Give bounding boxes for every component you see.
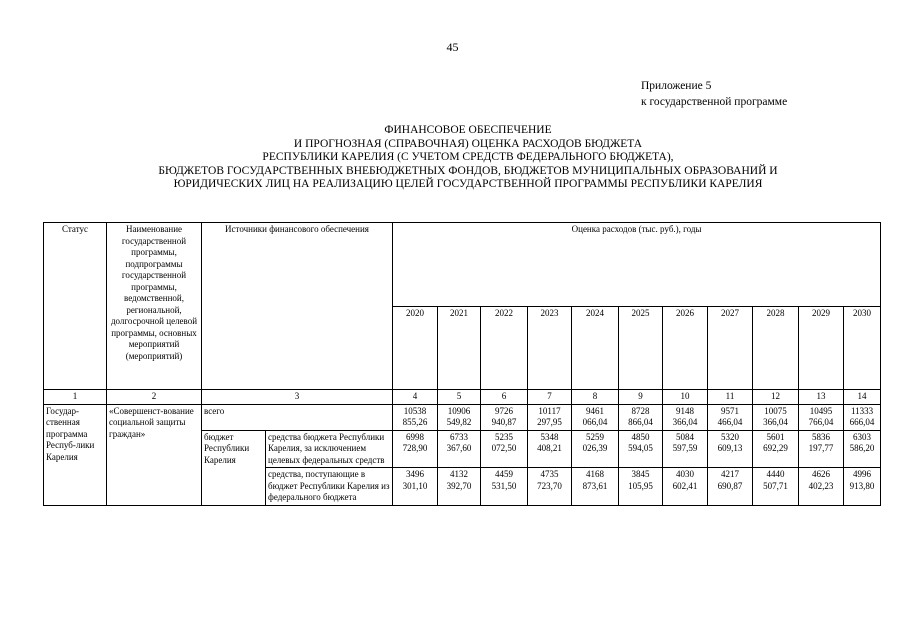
column-number: 13 xyxy=(799,390,844,405)
value-cell: 5348 408,21 xyxy=(528,430,572,468)
financing-table xyxy=(43,222,881,506)
column-number: 2 xyxy=(107,390,202,405)
header-status: Статус xyxy=(44,223,107,390)
value-cell: 4217 690,87 xyxy=(708,468,753,506)
appendix-line-1: Приложение 5 xyxy=(641,80,712,92)
value-cell: 3496 301,10 xyxy=(393,468,438,506)
value-cell: 9461 066,04 xyxy=(572,404,619,430)
year-header: 2023 xyxy=(528,306,572,390)
value-cell: 5235 072,50 xyxy=(481,430,528,468)
year-header: 2027 xyxy=(708,306,753,390)
year-header: 2025 xyxy=(619,306,663,390)
value-cell: 4132 392,70 xyxy=(438,468,481,506)
header-sources: Источники финансового обеспечения xyxy=(202,223,393,390)
column-number: 9 xyxy=(619,390,663,405)
value-cell: 4168 873,61 xyxy=(572,468,619,506)
column-number: 12 xyxy=(753,390,799,405)
value-cell: 6733 367,60 xyxy=(438,430,481,468)
appendix-caption xyxy=(641,78,787,110)
source-group-cell: бюджет Республики Карелия xyxy=(202,430,266,505)
value-cell: 8728 866,04 xyxy=(619,404,663,430)
title-line: ЮРИДИЧЕСКИХ ЛИЦ НА РЕАЛИЗАЦИЮ ЦЕЛЕЙ ГОСУДАРСТВЕННОЙ ПРОГРАММЫ РЕСПУБЛИКИ КАРЕЛИЯ xyxy=(173,178,763,190)
value-cell: 5836 197,77 xyxy=(799,430,844,468)
year-header: 2024 xyxy=(572,306,619,390)
value-cell: 4996 913,80 xyxy=(844,468,881,506)
value-cell: 6303 586,20 xyxy=(844,430,881,468)
document-title xyxy=(43,124,893,192)
page-number: 45 xyxy=(446,40,459,54)
value-cell: 4459 531,50 xyxy=(481,468,528,506)
year-header: 2028 xyxy=(753,306,799,390)
source-total: всего xyxy=(202,404,393,430)
value-cell: 10538 855,26 xyxy=(393,404,438,430)
column-number: 14 xyxy=(844,390,881,405)
column-number: 5 xyxy=(438,390,481,405)
value-cell: 10117 297,95 xyxy=(528,404,572,430)
column-number: 10 xyxy=(663,390,708,405)
value-cell: 5259 026,39 xyxy=(572,430,619,468)
value-cell: 11333 666,04 xyxy=(844,404,881,430)
source-cell: средства, поступающие в бюджет Республики Карелия из федерального бюджета xyxy=(266,468,393,506)
value-cell: 9571 466,04 xyxy=(708,404,753,430)
column-number-row xyxy=(44,390,881,405)
title-line: ФИНАНСОВОЕ ОБЕСПЕЧЕНИЕ xyxy=(384,124,552,136)
value-cell: 4626 402,23 xyxy=(799,468,844,506)
table-row-total xyxy=(44,404,881,430)
program-name-cell: «Совершенст-вование социальной защиты граждан» xyxy=(107,404,202,505)
header-estimate: Оценка расходов (тыс. руб.), годы xyxy=(393,223,881,307)
status-cell: Государ-ственная программа Респуб-лики Карелия xyxy=(44,404,107,505)
title-line: РЕСПУБЛИКИ КАРЕЛИЯ (С УЧЕТОМ СРЕДСТВ ФЕДЕРАЛЬНОГО БЮДЖЕТА), xyxy=(262,151,674,163)
value-cell: 10075 366,04 xyxy=(753,404,799,430)
value-cell: 4440 507,71 xyxy=(753,468,799,506)
value-cell: 6998 728,90 xyxy=(393,430,438,468)
column-number: 6 xyxy=(481,390,528,405)
value-cell: 4735 723,70 xyxy=(528,468,572,506)
appendix-line-2: к государственной программе xyxy=(641,96,788,108)
value-cell: 10495 766,04 xyxy=(799,404,844,430)
value-cell: 4850 594,05 xyxy=(619,430,663,468)
year-header: 2022 xyxy=(481,306,528,390)
column-number: 11 xyxy=(708,390,753,405)
value-cell: 3845 105,95 xyxy=(619,468,663,506)
year-header: 2020 xyxy=(393,306,438,390)
value-cell: 5320 609,13 xyxy=(708,430,753,468)
value-cell: 10906 549,82 xyxy=(438,404,481,430)
value-cell: 9148 366,04 xyxy=(663,404,708,430)
column-number: 1 xyxy=(44,390,107,405)
title-line: И ПРОГНОЗНАЯ (СПРАВОЧНАЯ) ОЦЕНКА РАСХОДОВ БЮДЖЕТА xyxy=(293,137,643,150)
title-line: БЮДЖЕТОВ ГОСУДАРСТВЕННЫХ ВНЕБЮДЖЕТНЫХ ФОНДОВ, БЮДЖЕТОВ МУНИЦИПАЛЬНЫХ ОБРАЗОВАНИЙ И xyxy=(158,164,778,177)
header-row xyxy=(44,223,881,307)
year-header: 2021 xyxy=(438,306,481,390)
year-header: 2026 xyxy=(663,306,708,390)
year-header: 2030 xyxy=(844,306,881,390)
column-number: 7 xyxy=(528,390,572,405)
value-cell: 5601 692,29 xyxy=(753,430,799,468)
column-number: 3 xyxy=(202,390,393,405)
column-number: 8 xyxy=(572,390,619,405)
source-cell: средства бюджета Республики Карелия, за исключением целевых федеральных средств xyxy=(266,430,393,468)
value-cell: 4030 602,41 xyxy=(663,468,708,506)
value-cell: 9726 940,87 xyxy=(481,404,528,430)
column-number: 4 xyxy=(393,390,438,405)
header-program-name: Наименование государственной программы, подпрограммы государственной программы, ведомственной, региональной, долгосрочной целевой программы, основных мероприятий (мероприятий) xyxy=(107,223,202,390)
value-cell: 5084 597,59 xyxy=(663,430,708,468)
year-header: 2029 xyxy=(799,306,844,390)
